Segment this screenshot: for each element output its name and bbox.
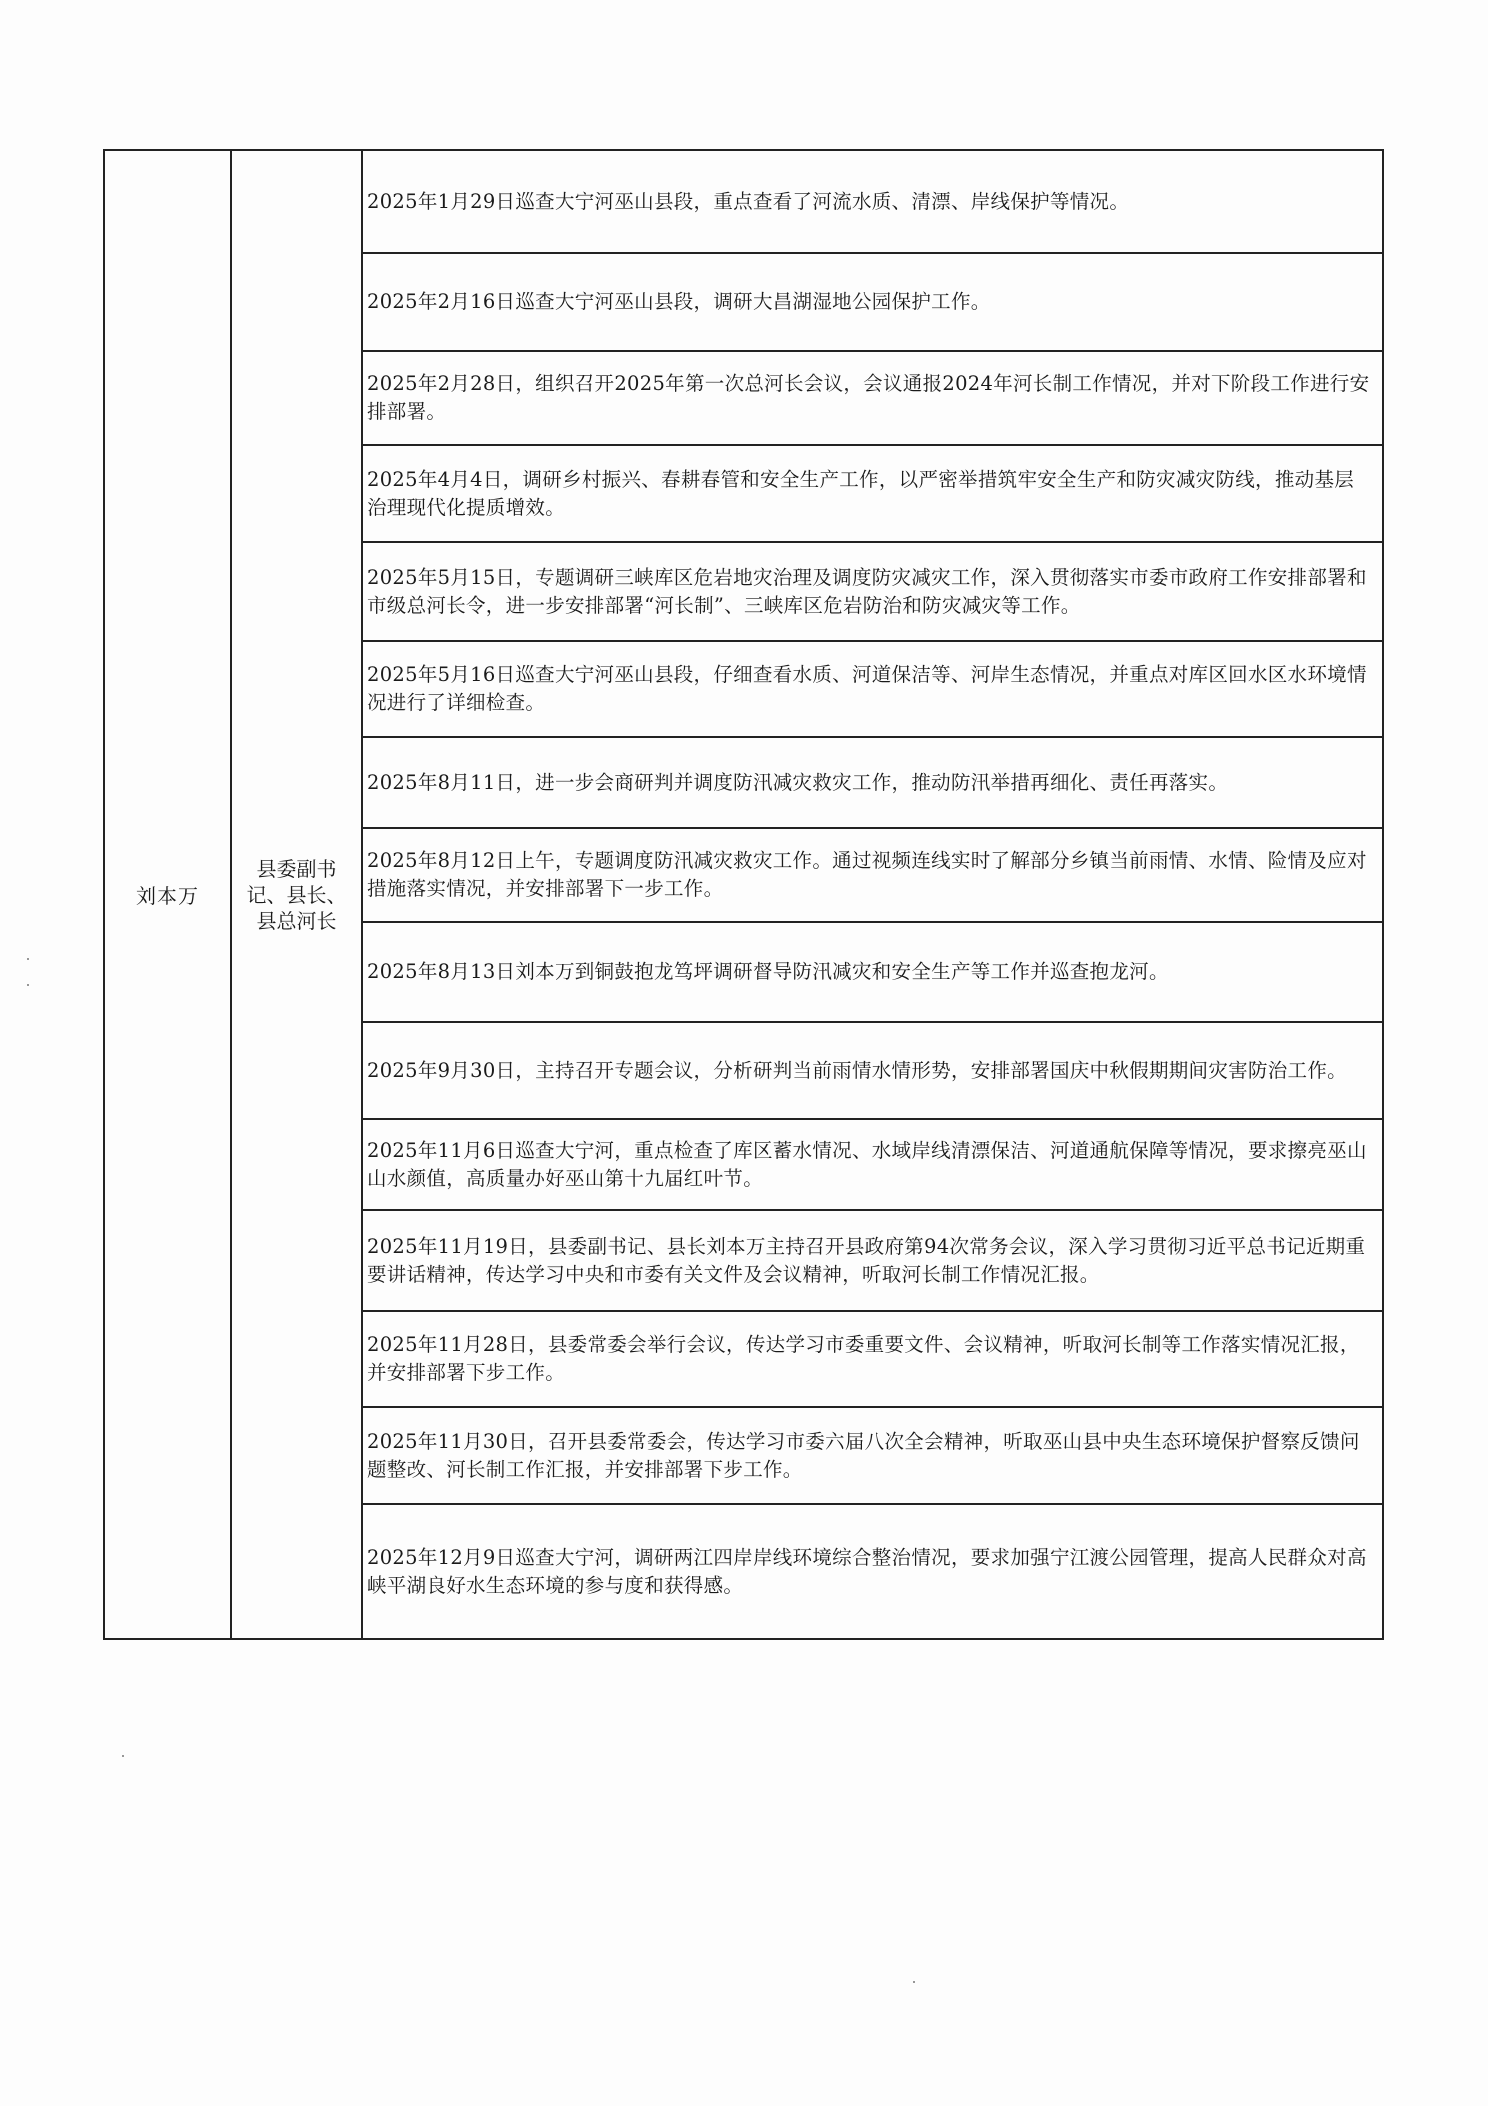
record-row bbox=[363, 151, 1382, 254]
record-text: 2025年1月29日巡查大宁河巫山县段，重点查看了河流水质、清漂、岸线保护等情况。 bbox=[367, 189, 1130, 213]
record-row bbox=[363, 254, 1382, 352]
record-text: 2025年11月30日，召开县委常委会，传达学习市委六届八次全会精神，听取巫山县中央生态环境保护督察反馈问题整改、河长制工作汇报，并安排部署下步工作。 bbox=[367, 1429, 1360, 1481]
record-text: 2025年11月28日，县委常委会举行会议，传达学习市委重要文件、会议精神，听取河长制等工作落实情况汇报，并安排部署下步工作。 bbox=[367, 1333, 1360, 1384]
record-row bbox=[363, 642, 1382, 738]
record-row bbox=[363, 543, 1382, 642]
record-row bbox=[363, 829, 1382, 923]
record-text: 2025年2月28日，组织召开2025年第一次总河长会议，会议通报2024年河长制工作情况，并对下阶段工作进行安排部署。 bbox=[367, 372, 1370, 423]
record-row bbox=[363, 352, 1382, 446]
name-cell bbox=[105, 151, 232, 1638]
record-text: 2025年8月12日上午，专题调度防汛减灾救灾工作。通过视频连线实时了解部分乡镇当前雨情、水情、险情及应对措施落实情况，并安排部署下一步工作。 bbox=[367, 849, 1367, 900]
record-text: 2025年12月9日巡查大宁河，调研两江四岸岸线环境综合整治情况，要求加强宁江渡公园管理，提高人民群众对高峡平湖良好水生态环境的参与度和获得感。 bbox=[367, 1545, 1367, 1597]
record-text: 2025年5月16日巡查大宁河巫山县段，仔细查看水质、河道保洁等、河岸生态情况，并重点对库区回水区水环境情况进行了详细检查。 bbox=[367, 663, 1367, 714]
record-row bbox=[363, 923, 1382, 1023]
record-row bbox=[363, 1505, 1382, 1638]
record-row bbox=[363, 738, 1382, 829]
record-row bbox=[363, 1312, 1382, 1408]
record-text: 2025年11月19日，县委副书记、县长刘本万主持召开县政府第94次常务会议，深入学习贯彻习近平总书记近期重要讲话精神，传达学习中央和市委有关文件及会议精神，听取河长制工作情况汇报。 bbox=[367, 1234, 1366, 1286]
official-name: 刘本万 bbox=[136, 884, 199, 908]
scan-speck bbox=[913, 1981, 915, 1983]
record-row bbox=[363, 1023, 1382, 1120]
record-row bbox=[363, 1211, 1382, 1312]
record-text: 2025年5月15日，专题调研三峡库区危岩地灾治理及调度防灾减灾工作，深入贯彻落实市委市政府工作安排部署和市级总河长令，进一步安排部署“河长制”、三峡库区危岩防治和防灾减灾等工作。 bbox=[367, 565, 1367, 617]
scan-speck bbox=[27, 958, 29, 960]
record-row bbox=[363, 1408, 1382, 1505]
official-position: 县委副书记、县长、县总河长 bbox=[246, 856, 347, 933]
record-text: 2025年9月30日，主持召开专题会议，分析研判当前雨情水情形势，安排部署国庆中秋假期期间灾害防治工作。 bbox=[367, 1058, 1347, 1082]
record-row bbox=[363, 1120, 1382, 1211]
record-text: 2025年4月4日，调研乡村振兴、春耕春管和安全生产工作，以严密举措筑牢安全生产和防灾减灾防线，推动基层治理现代化提质增效。 bbox=[367, 467, 1355, 519]
scan-speck bbox=[122, 1755, 124, 1757]
position-cell bbox=[232, 151, 363, 1638]
scan-speck bbox=[27, 984, 29, 986]
work-record-table bbox=[103, 149, 1384, 1640]
record-row bbox=[363, 446, 1382, 543]
record-text: 2025年2月16日巡查大宁河巫山县段，调研大昌湖湿地公园保护工作。 bbox=[367, 290, 991, 313]
records-column bbox=[363, 151, 1382, 1638]
record-text: 2025年11月6日巡查大宁河，重点检查了库区蓄水情况、水域岸线清漂保洁、河道通航保障等情况，要求擦亮巫山山水颜值，高质量办好巫山第十九届红叶节。 bbox=[367, 1138, 1367, 1190]
record-text: 2025年8月13日刘本万到铜鼓抱龙笃坪调研督导防汛减灾和安全生产等工作并巡查抱龙河。 bbox=[367, 960, 1169, 983]
record-text: 2025年8月11日，进一步会商研判并调度防汛减灾救灾工作，推动防汛举措再细化、责任再落实。 bbox=[367, 770, 1229, 794]
